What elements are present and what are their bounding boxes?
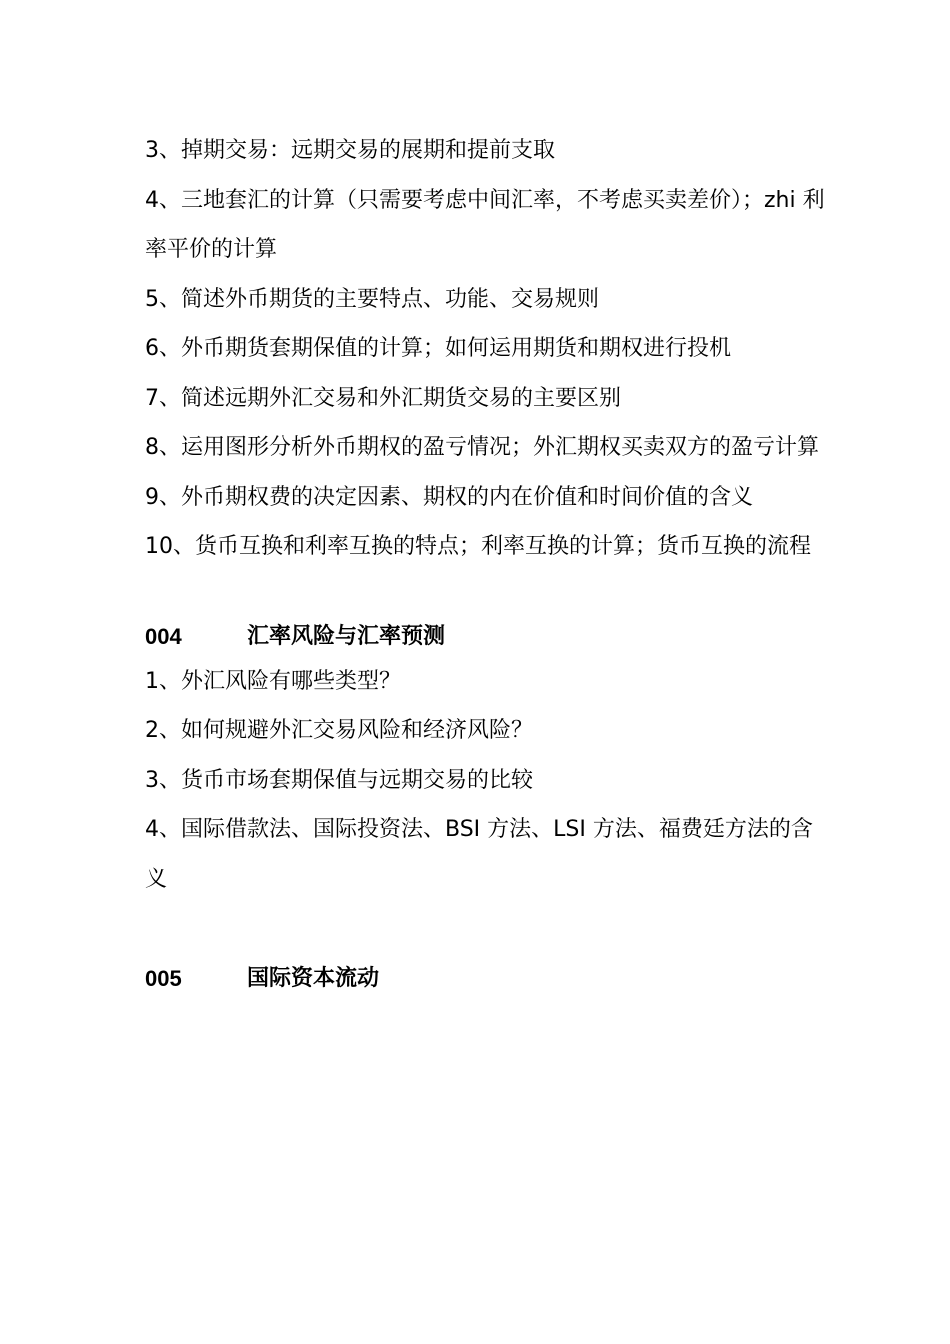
section-3-list: [145, 126, 825, 572]
list-item: 4、三地套汇的计算（只需要考虑中间汇率，不考虑买卖差价）；zhi 利率平价的计算: [145, 187, 825, 262]
section-title: 汇率风险与汇率预测: [247, 623, 446, 649]
section-heading: [145, 959, 825, 999]
section-title: 国际资本流动: [247, 966, 380, 991]
spacer: [145, 904, 825, 959]
section-number: 005: [145, 966, 182, 991]
document-body: [145, 126, 825, 999]
list-item: 2、如何规避外汇交易风险和经济风险？: [145, 718, 533, 743]
section-number: 004: [145, 623, 182, 649]
list-item: 8、运用图形分析外币期权的盈亏情况；外汇期权买卖双方的盈亏计算: [145, 435, 819, 460]
list-item: 6、外币期货套期保值的计算；如何运用期货和期权进行投机: [145, 336, 731, 361]
list-item: 1、外汇风险有哪些类型？: [145, 668, 401, 694]
list-item: 7、简述远期外汇交易和外汇期货交易的主要区别: [145, 385, 621, 411]
list-item: 4、国际借款法、国际投资法、BSI 方法、LSI 方法、福费廷方法的含义: [145, 817, 813, 892]
spacer: [145, 572, 825, 617]
list-item: 3、掉期交易：远期交易的展期和提前支取: [145, 138, 555, 163]
list-item: 10、货币互换和利率互换的特点；利率互换的计算；货币互换的流程: [145, 534, 811, 559]
section-5: [145, 959, 825, 999]
section-4: [145, 617, 825, 905]
list-item: 9、外币期权费的决定因素、期权的内在价值和时间价值的含义: [145, 484, 753, 510]
list-item: 5、简述外币期货的主要特点、功能、交易规则: [145, 286, 599, 312]
section-heading: [145, 617, 825, 657]
list-item: 3、货币市场套期保值与远期交易的比较: [145, 767, 533, 793]
